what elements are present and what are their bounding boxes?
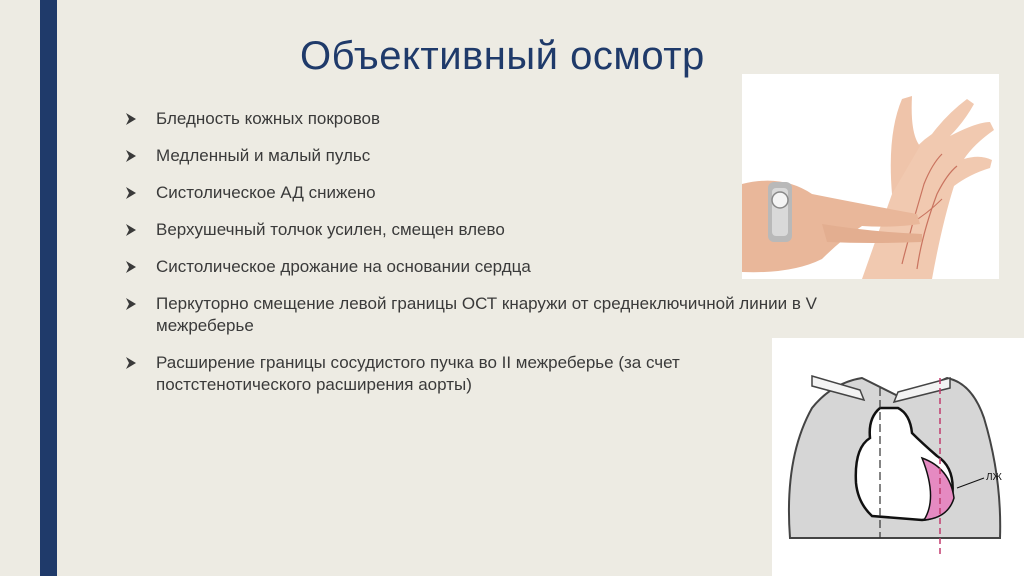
bullet-text: Расширение границы сосудистого пучка во II межреберье (за счет постстенотического расширения аорты)	[156, 353, 680, 394]
bullet-text: Перкуторно смещение левой границы ОСТ кнаружи от среднеключичной линии в V межреберье	[156, 294, 817, 335]
arrow-bullet-icon	[124, 148, 138, 164]
list-item	[124, 352, 774, 396]
bullet-text: Медленный и малый пульс	[156, 146, 371, 165]
pulse-palpation-photo	[742, 74, 999, 279]
arrow-bullet-icon	[124, 185, 138, 201]
bullet-text: Бледность кожных покровов	[156, 109, 381, 128]
list-item	[124, 293, 916, 337]
arrow-bullet-icon	[124, 111, 138, 127]
left-ventricle-label: ЛЖ	[986, 472, 1002, 483]
arrow-bullet-icon	[124, 222, 138, 238]
bullet-text: Верхушечный толчок усилен, смещен влево	[156, 220, 505, 239]
arrow-bullet-icon	[124, 296, 138, 312]
slide-title: Объективный осмотр	[300, 34, 705, 78]
arrow-bullet-icon	[124, 355, 138, 371]
heart-diagram	[772, 338, 1024, 576]
accent-side-bar	[40, 0, 57, 576]
arrow-bullet-icon	[124, 259, 138, 275]
bullet-text: Систолическое дрожание на основании сердца	[156, 257, 531, 276]
bullet-text: Систолическое АД снижено	[156, 183, 376, 202]
